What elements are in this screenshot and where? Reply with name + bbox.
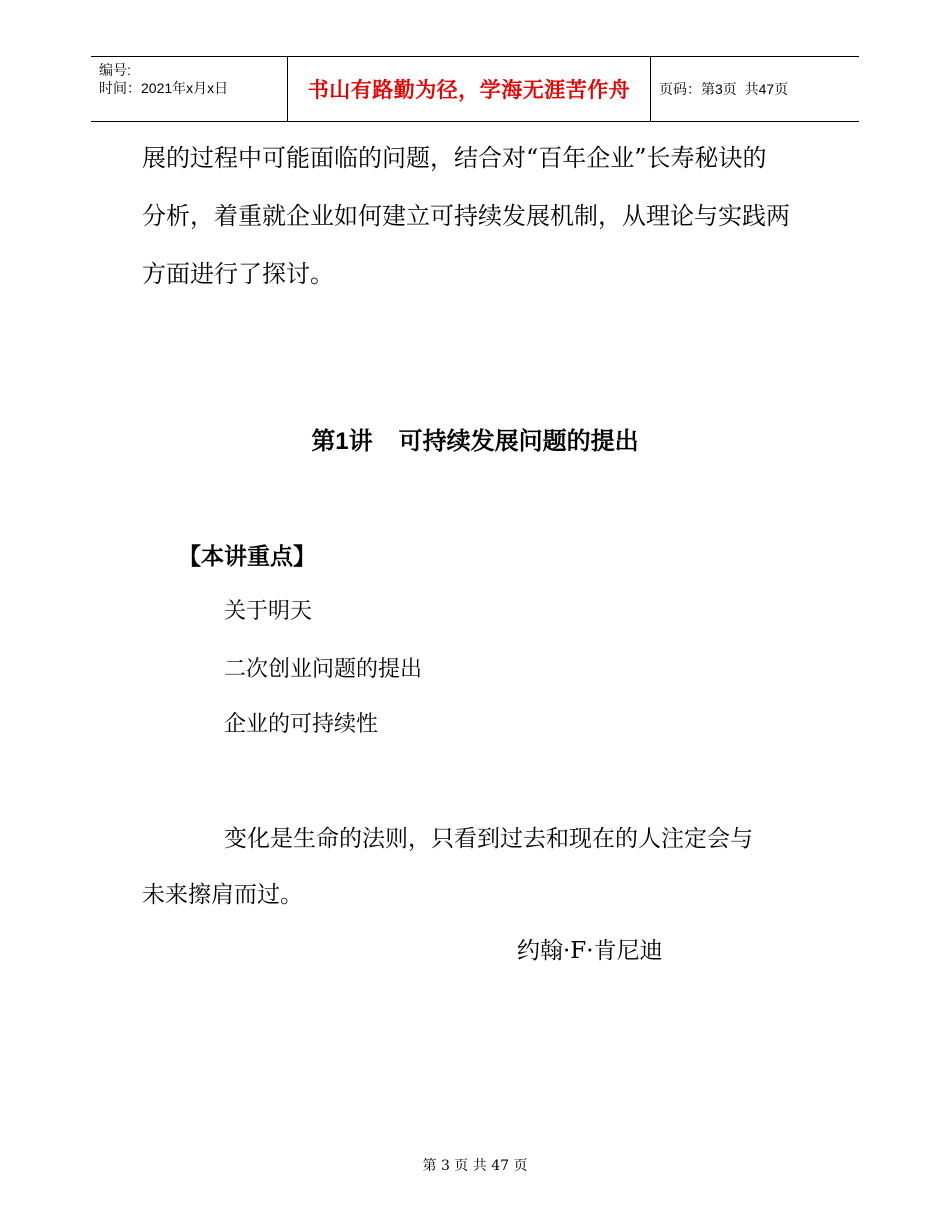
quote-line-2: 未来擦肩而过。	[142, 882, 303, 908]
page-footer: 第 3 页 共 47 页	[422, 1158, 528, 1174]
quote-line-1: 变化是生命的法则，只看到过去和现在的人注定会与	[224, 826, 753, 852]
header-motto: 书山有路勤为径，学海无涯苦作舟	[287, 57, 651, 121]
document-number-label: 编号:	[99, 62, 131, 78]
header-page-info-text: 页码：第3页 共47页	[659, 81, 789, 97]
header-page-info	[651, 57, 859, 121]
key-point-item: 企业的可持续性	[224, 712, 379, 737]
intro-line-1: 展的过程中可能面临的问题，结合对“百年企业”长寿秘诀的	[142, 144, 767, 172]
key-points-heading: 【本讲重点】	[178, 543, 316, 569]
quote-author: 约翰·F·肯尼迪	[517, 938, 663, 964]
chapter-title: 可持续发展问题的提出	[398, 428, 639, 455]
chapter-heading	[0, 427, 950, 457]
key-point-item: 二次创业问题的提出	[224, 657, 423, 682]
intro-line-3: 方面进行了探讨。	[142, 260, 334, 288]
intro-line-2: 分析，着重就企业如何建立可持续发展机制，从理论与实践两	[142, 202, 790, 230]
key-point-item: 关于明天	[224, 599, 313, 624]
chapter-number: 第1讲	[311, 428, 373, 455]
page-header	[91, 56, 859, 122]
header-meta	[91, 57, 287, 121]
document-time-label: 时间：2021年x月x日	[99, 80, 229, 96]
